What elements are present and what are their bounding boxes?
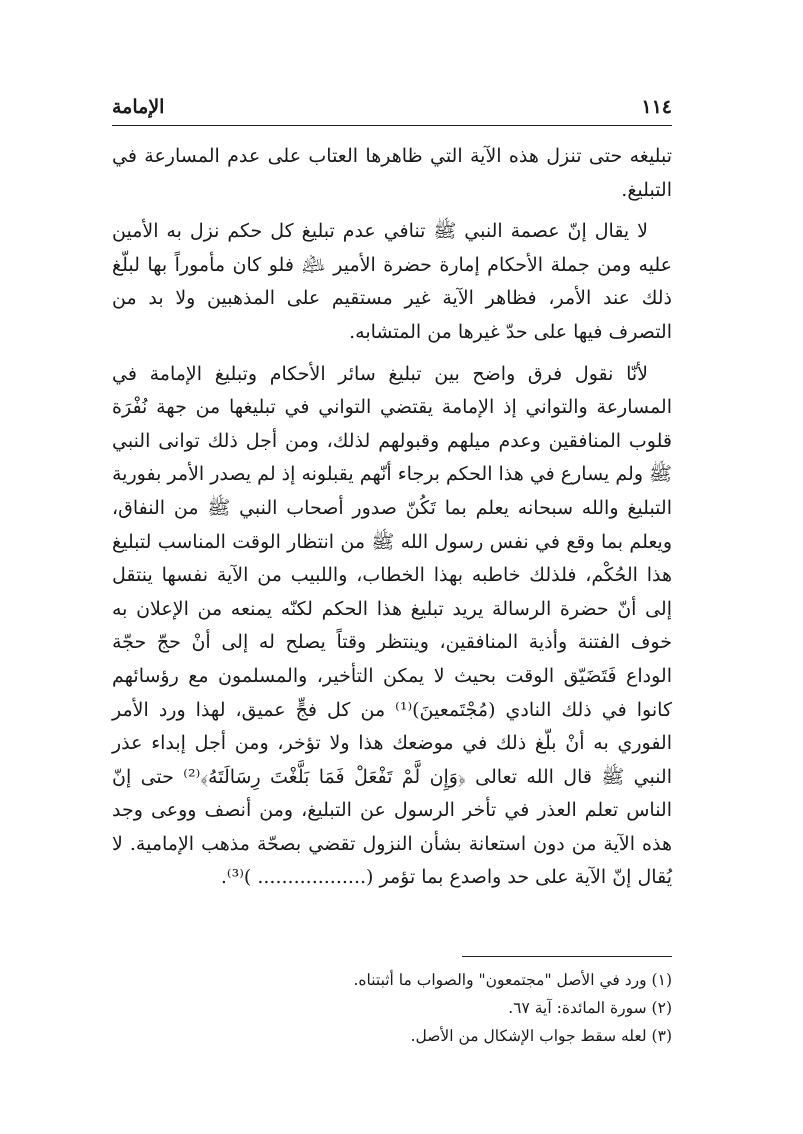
paragraph-response: لأنّا نقول فرق واضح بين تبليغ سائر الأحكام وتبليغ الإمامة في المسارعة والتواني إذ الإمامة يقتضي التواني في تبليغها من جهة نُفْرَة قلوب المنافقين وعدم ميلهم وقبولهم لذلك، ومن أجل ذلك توانى النبي ﷺ ولم يسارع في هذا الحكم برجاء أنّهم يقبلونه إذ لم يصدر الأمر بفورية التبليغ والله سبحانه يعلم بما تَكُنّ صدور أصحاب النبي ﷺ من النفاق، ويعلم بما وقع في نفس رسول الله ﷺ من انتظار الوقت المناسب لتبليغ هذا الحُكْم، فلذلك خاطبه بهذا الخطاب، واللبيب من الآية نفسها ينتقل إلى أنّ حضرة الرسالة يريد تبليغ هذا الحكم لكنّه يمنعه من الإعلان به خوف الفتنة وأذية المنافقين، وينتظر وقتاً يصلح له إلى أنْ حجّ حجّة الوداع فَتَضَيّق الوقت بحيث لا يمكن التأخير، والمسلمون مع رؤسائهم كانوا في ذلك النادي (مُجْتَمعينَ)⁽¹⁾ من كل فجٍّ عميق، لهذا ورد الأمر الفوري به أنْ بلّغ ذلك في موضعك هذا ولا تؤخر، ومن أجل إبداء عذر النبي ﷺ قال الله تعالى ﴿وَإِن لَّمْ تَفْعَلْ فَمَا بَلَّغْتَ رِسَالَتَهُ﴾⁽²⁾ حتى إنّ الناس تعلم العذر في تأخر الرسول عن التبليغ، ومن أنصف ووعى وجد هذه الآية من دون استعانة بشأن النزول تقضي بصحّة مذهب الإمامية. لا يُقال إنّ الآية على حد واصدع بما تؤمر (.................. )⁽³⁾. [112,362,672,889]
footnote-divider [462,956,672,957]
running-header [112,88,672,118]
paragraph-objection: لا يقال إنّ عصمة النبي ﷺ تنافي عدم تبليغ كل حكم نزل به الأمين عليه ومن جملة الأحكام إمارة حضرة الأمير ﵇ فلو كان مأموراً بها لبلّغ ذلك عند الأمر، فظاهر الآية غير مستقيم على المذهبين ولا بد من التصرف فيها على حدّ غيرها من المتشابه. [112,220,672,343]
page-number: ١١٤ [641,96,672,118]
footnotes [112,966,672,1050]
footnote-item: (٣) لعله سقط جواب الإشكال من الأصل. [410,1027,672,1045]
footnote-item: (٢) سورة المائدة: آية ٦٧. [508,999,672,1017]
footnote-item: (١) ورد في الأصل "مجتمعون" والصواب ما أثبتناه. [353,971,672,989]
header-divider [112,125,672,126]
paragraph-continuation: تبليغه حتى تنزل هذه الآية التي ظاهرها العتاب على عدم المسارعة في التبليغ. [112,145,672,201]
main-text [112,140,672,903]
running-title: الإمامة [112,96,165,118]
